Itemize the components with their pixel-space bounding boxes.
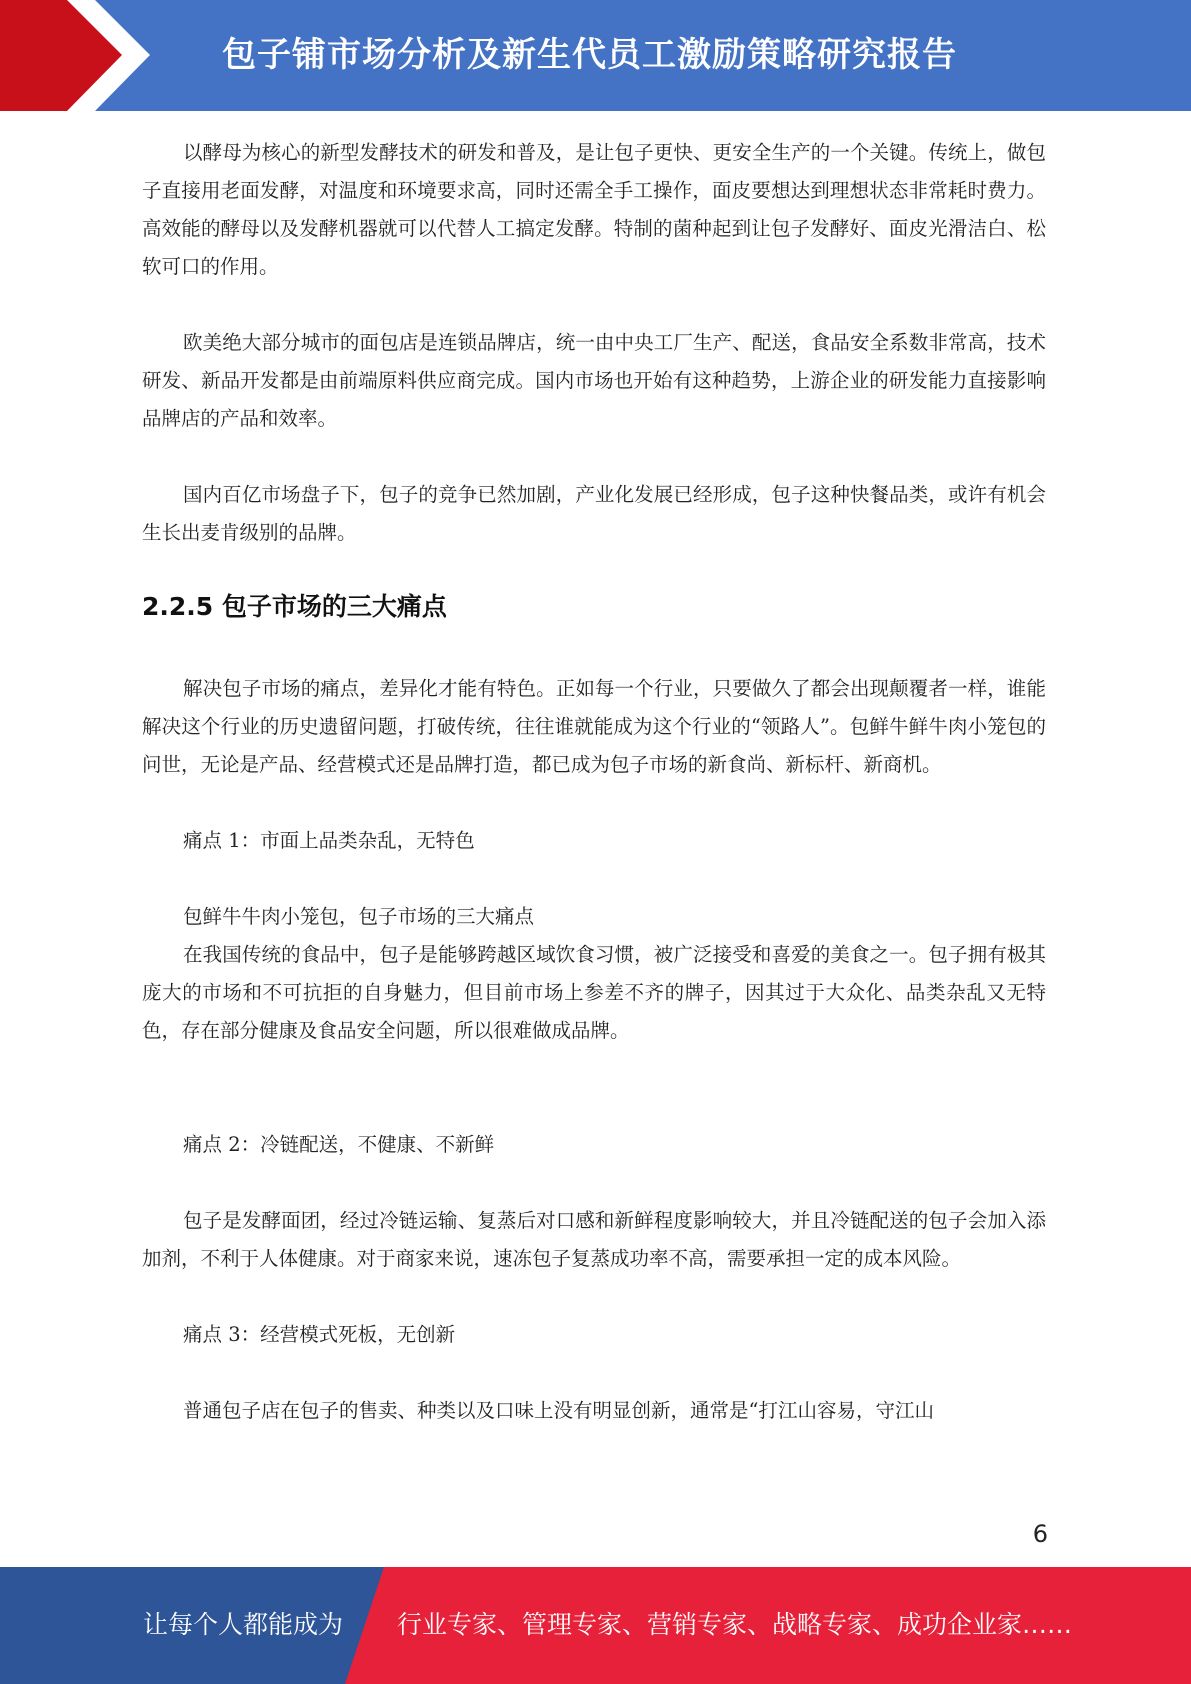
paragraph-brand-line: 包鲜牛牛肉小笼包，包子市场的三大痛点 [183,905,535,928]
paragraph-business-model: 普通包子店在包子的售卖、种类以及口味上没有明显创新，通常是“打江山容易，守江山 [183,1399,934,1422]
footer-slogan-right: 行业专家、管理专家、营销专家、战略专家、成功企业家…… [397,1610,1073,1639]
paragraph-yeast-technology: 以酵母为核心的新型发酵技术的研发和普及，是让包子更快、更安全生产的一个关键。传统上，做包子直接用老面发酵，对温度和环境要求高，同时还需全手工操作，面皮要想达到理想状态非常耗时费力。高效能的酵母以及发酵机器就可以代替人工搞定发酵。特制的菌种起到让包子发酵好、面皮光滑洁白、松软可口的作用。 [142,141,1046,278]
page-number: 6 [1032,1520,1048,1548]
paragraph-traditional-food: 在我国传统的食品中，包子是能够跨越区域饮食习惯，被广泛接受和喜爱的美食之一。包子拥有极其庞大的市场和不可抗拒的自身魅力，但目前市场上参差不齐的牌子，因其过于大众化、品类杂乱又无特色，存在部分健康及食品安全问题，所以很难做成品牌。 [142,943,1046,1042]
paragraph-western-bakeries: 欧美绝大部分城市的面包店是连锁品牌店，统一由中央工厂生产、配送，食品安全系数非常高，技术研发、新品开发都是由前端原料供应商完成。国内市场也开始有这种趋势，上游企业的研发能力直接影响品牌店的产品和效率。 [142,331,1046,430]
page-footer [0,1567,1191,1684]
paragraph-domestic-market: 国内百亿市场盘子下，包子的竞争已然加剧，产业化发展已经形成，包子这种快餐品类，或许有机会生长出麦肯级别的品牌。 [142,483,1046,544]
paragraph-pain-points-intro: 解决包子市场的痛点，差异化才能有特色。正如每一个行业，只要做久了都会出现颠覆者一样，谁能解决这个行业的历史遗留问题，打破传统，往往谁就能成为这个行业的“领路人”。包鲜牛鲜牛肉小笼包的问世，无论是产品、经营模式还是品牌打造，都已成为包子市场的新食尚、新标杆、新商机。 [142,677,1046,776]
section-heading: 2.2.5 包子市场的三大痛点 [142,592,447,621]
pain-point-2-title: 痛点 2：冷链配送，不健康、不新鲜 [183,1133,495,1156]
paragraph-cold-chain: 包子是发酵面团，经过冷链运输、复蒸后对口感和新鲜程度影响较大，并且冷链配送的包子会加入添加剂，不利于人体健康。对于商家来说，速冻包子复蒸成功率不高，需要承担一定的成本风险。 [142,1209,1046,1270]
pain-point-1-title: 痛点 1：市面上品类杂乱，无特色 [183,829,475,852]
page-header [0,0,1191,111]
pain-point-3-title: 痛点 3：经营模式死板，无创新 [183,1323,456,1346]
page-body [142,134,1046,1430]
footer-slogan-left: 让每个人都能成为 [143,1610,344,1639]
report-title: 包子铺市场分析及新生代员工激励策略研究报告 [222,35,957,75]
